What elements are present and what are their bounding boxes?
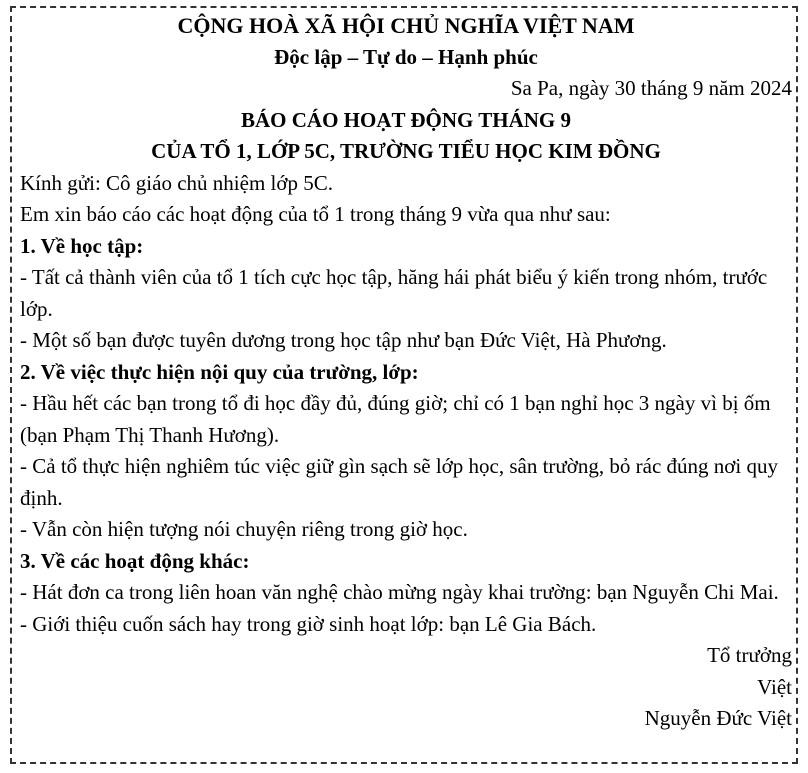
section-heading: 2. Về việc thực hiện nội quy của trường, lớp: [20, 359, 419, 384]
section-item: - Một số bạn được tuyên dương trong học tập như bạn Đức Việt, Hà Phương. [20, 328, 667, 352]
section-item: - Hầu hết các bạn trong tổ đi học đầy đủ, đúng giờ; chỉ có 1 bạn nghỉ học 3 ngày vì bị ốm (bạn Phạm Thị Thanh Hương). [20, 391, 771, 447]
section-heading: 1. Về học tập: [20, 233, 144, 258]
signature-role: Tổ trưởng [707, 643, 792, 667]
section-item: - Hát đơn ca trong liên hoan văn nghệ chào mừng ngày khai trường: bạn Nguyễn Chi Mai. [20, 580, 779, 604]
signature-signed-name: Việt [757, 674, 792, 699]
section-item: - Vẫn còn hiện tượng nói chuyện riêng trong giờ học. [20, 517, 468, 541]
place-date: Sa Pa, ngày 30 tháng 9 năm 2024 [510, 76, 792, 100]
report-document [20, 10, 792, 735]
report-title-line2: CỦA TỔ 1, LỚP 5C, TRƯỜNG TIỂU HỌC KIM ĐỒNG [151, 139, 661, 163]
intro-text: Em xin báo cáo các hoạt động của tổ 1 trong tháng 9 vừa qua như sau: [20, 202, 611, 226]
section-item: - Giới thiệu cuốn sách hay trong giờ sinh hoạt lớp: bạn Lê Gia Bách. [20, 611, 597, 636]
section-item: - Cả tổ thực hiện nghiêm túc việc giữ gìn sạch sẽ lớp học, sân trường, bỏ rác đúng nơi quy định. [20, 454, 778, 510]
section-rules [20, 357, 792, 546]
motto: Độc lập – Tự do – Hạnh phúc [274, 44, 538, 69]
section-study [20, 231, 792, 357]
section-other-activities [20, 546, 792, 641]
national-title: CỘNG HOÀ XÃ HỘI CHỦ NGHĨA VIỆT NAM [177, 13, 635, 38]
signature-block [20, 640, 792, 735]
signature-full-name: Nguyễn Đức Việt [644, 706, 792, 730]
section-heading: 3. Về các hoạt động khác: [20, 548, 250, 573]
report-title-line1: BÁO CÁO HOẠT ĐỘNG THÁNG 9 [240, 107, 571, 132]
section-item: - Tất cả thành viên của tổ 1 tích cực học tập, hăng hái phát biểu ý kiến trong nhóm, trước lớp. [20, 265, 768, 321]
recipient: Kính gửi: Cô giáo chủ nhiệm lớp 5C. [20, 170, 333, 195]
